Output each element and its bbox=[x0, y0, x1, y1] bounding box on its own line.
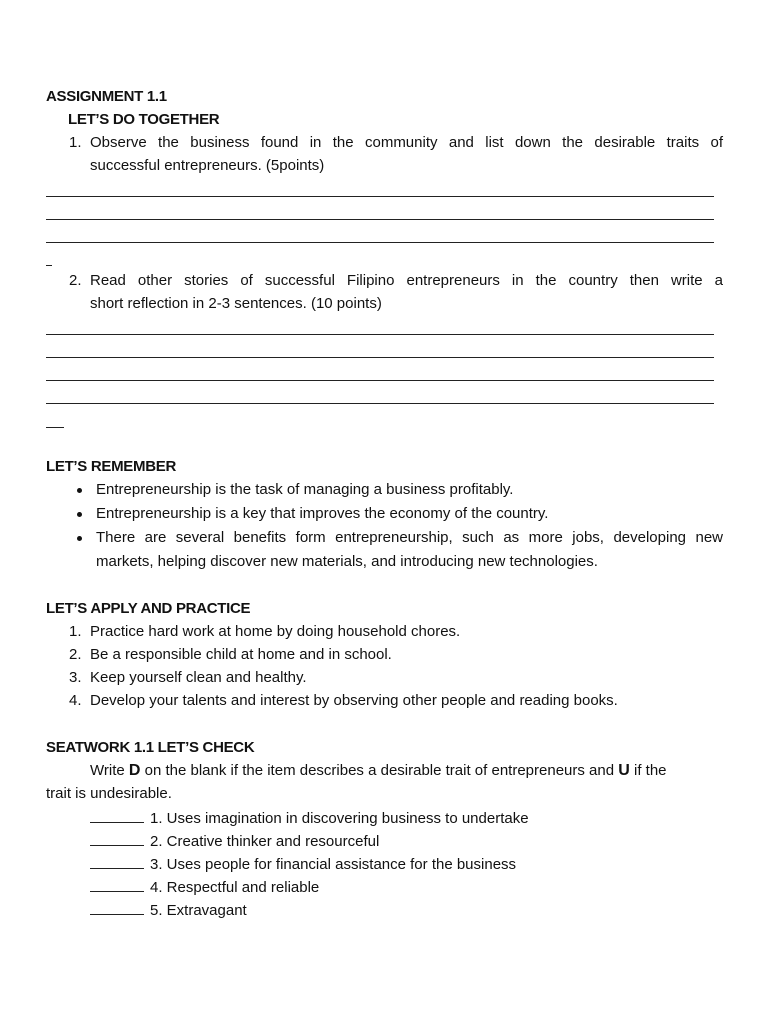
seatwork-item bbox=[90, 808, 529, 828]
bullet-icon bbox=[77, 536, 82, 541]
assignment-item-2-line2: short reflection in 2-3 sentences. (10 points) bbox=[90, 295, 382, 312]
answer-blank[interactable] bbox=[90, 900, 144, 915]
remember-bullet-2: Entrepreneurship is a key that improves the economy of the country. bbox=[96, 505, 549, 522]
seatwork-item-text: 1. Uses imagination in discovering business to undertake bbox=[150, 810, 529, 827]
answer-line[interactable] bbox=[46, 380, 714, 381]
bullet-icon bbox=[77, 512, 82, 517]
seatwork-item-text: 3. Uses people for financial assistance for the business bbox=[150, 856, 517, 873]
instruction-text: on the blank if the item describes a desirable trait of entrepreneurs and bbox=[140, 762, 619, 779]
answer-blank[interactable] bbox=[90, 808, 144, 823]
answer-blank[interactable] bbox=[90, 854, 144, 869]
answer-line[interactable] bbox=[46, 196, 714, 197]
assignment-item-1-line2: successful entrepreneurs. (5points) bbox=[90, 157, 325, 174]
seatwork-heading: SEATWORK 1.1 LET’S CHECK bbox=[46, 739, 255, 756]
remember-bullet-1: Entrepreneurship is the task of managing a business profitably. bbox=[96, 481, 514, 498]
seatwork-instruction-line2: trait is undesirable. bbox=[46, 785, 172, 802]
apply-item-4: Develop your talents and interest by observing other people and reading books. bbox=[90, 692, 618, 709]
remember-bullet-3-cont: markets, helping discover new materials, and introducing new technologies. bbox=[96, 553, 598, 570]
apply-item-1: Practice hard work at home by doing household chores. bbox=[90, 623, 461, 640]
bullet-icon bbox=[77, 488, 82, 493]
answer-line[interactable] bbox=[46, 357, 714, 358]
assignment-item-1-number: 1. bbox=[69, 134, 82, 151]
answer-blank[interactable] bbox=[90, 831, 144, 846]
seatwork-instruction bbox=[90, 762, 667, 780]
remember-heading: LET’S REMEMBER bbox=[46, 458, 176, 475]
assignment-title: ASSIGNMENT 1.1 bbox=[46, 88, 167, 105]
seatwork-item-text: 2. Creative thinker and resourceful bbox=[150, 833, 380, 850]
answer-line[interactable] bbox=[46, 334, 714, 335]
assignment-item-2-number: 2. bbox=[69, 272, 82, 289]
apply-item-3-number: 3. bbox=[69, 669, 82, 686]
assignment-item-2-line1: Read other stories of successful Filipino entrepreneurs in the country then write a bbox=[90, 272, 723, 289]
apply-item-3: Keep yourself clean and healthy. bbox=[90, 669, 307, 686]
answer-line[interactable] bbox=[46, 242, 714, 243]
answer-line-overflow bbox=[46, 427, 64, 428]
apply-item-4-number: 4. bbox=[69, 692, 82, 709]
apply-heading: LET’S APPLY AND PRACTICE bbox=[46, 600, 251, 617]
seatwork-item bbox=[90, 854, 516, 874]
seatwork-item bbox=[90, 831, 379, 851]
apply-item-2: Be a responsible child at home and in school. bbox=[90, 646, 392, 663]
apply-item-1-number: 1. bbox=[69, 623, 82, 640]
apply-item-2-number: 2. bbox=[69, 646, 82, 663]
letter-u: U bbox=[618, 762, 630, 779]
seatwork-item-text: 5. Extravagant bbox=[150, 902, 247, 919]
remember-bullet-3: There are several benefits form entrepreneurship, such as more jobs, developing new bbox=[96, 529, 723, 546]
assignment-subtitle: LET’S DO TOGETHER bbox=[68, 111, 220, 128]
letter-d: D bbox=[128, 762, 141, 779]
instruction-text: Write bbox=[90, 762, 129, 779]
seatwork-item bbox=[90, 877, 319, 897]
assignment-item-1-line1: Observe the business found in the community and list down the desirable traits of bbox=[90, 134, 723, 151]
answer-line[interactable] bbox=[46, 403, 714, 404]
answer-line[interactable] bbox=[46, 219, 714, 220]
answer-line-overflow bbox=[46, 265, 52, 266]
answer-blank[interactable] bbox=[90, 877, 144, 892]
seatwork-item-text: 4. Respectful and reliable bbox=[150, 879, 320, 896]
instruction-text: if the bbox=[629, 762, 667, 779]
seatwork-item bbox=[90, 900, 247, 920]
